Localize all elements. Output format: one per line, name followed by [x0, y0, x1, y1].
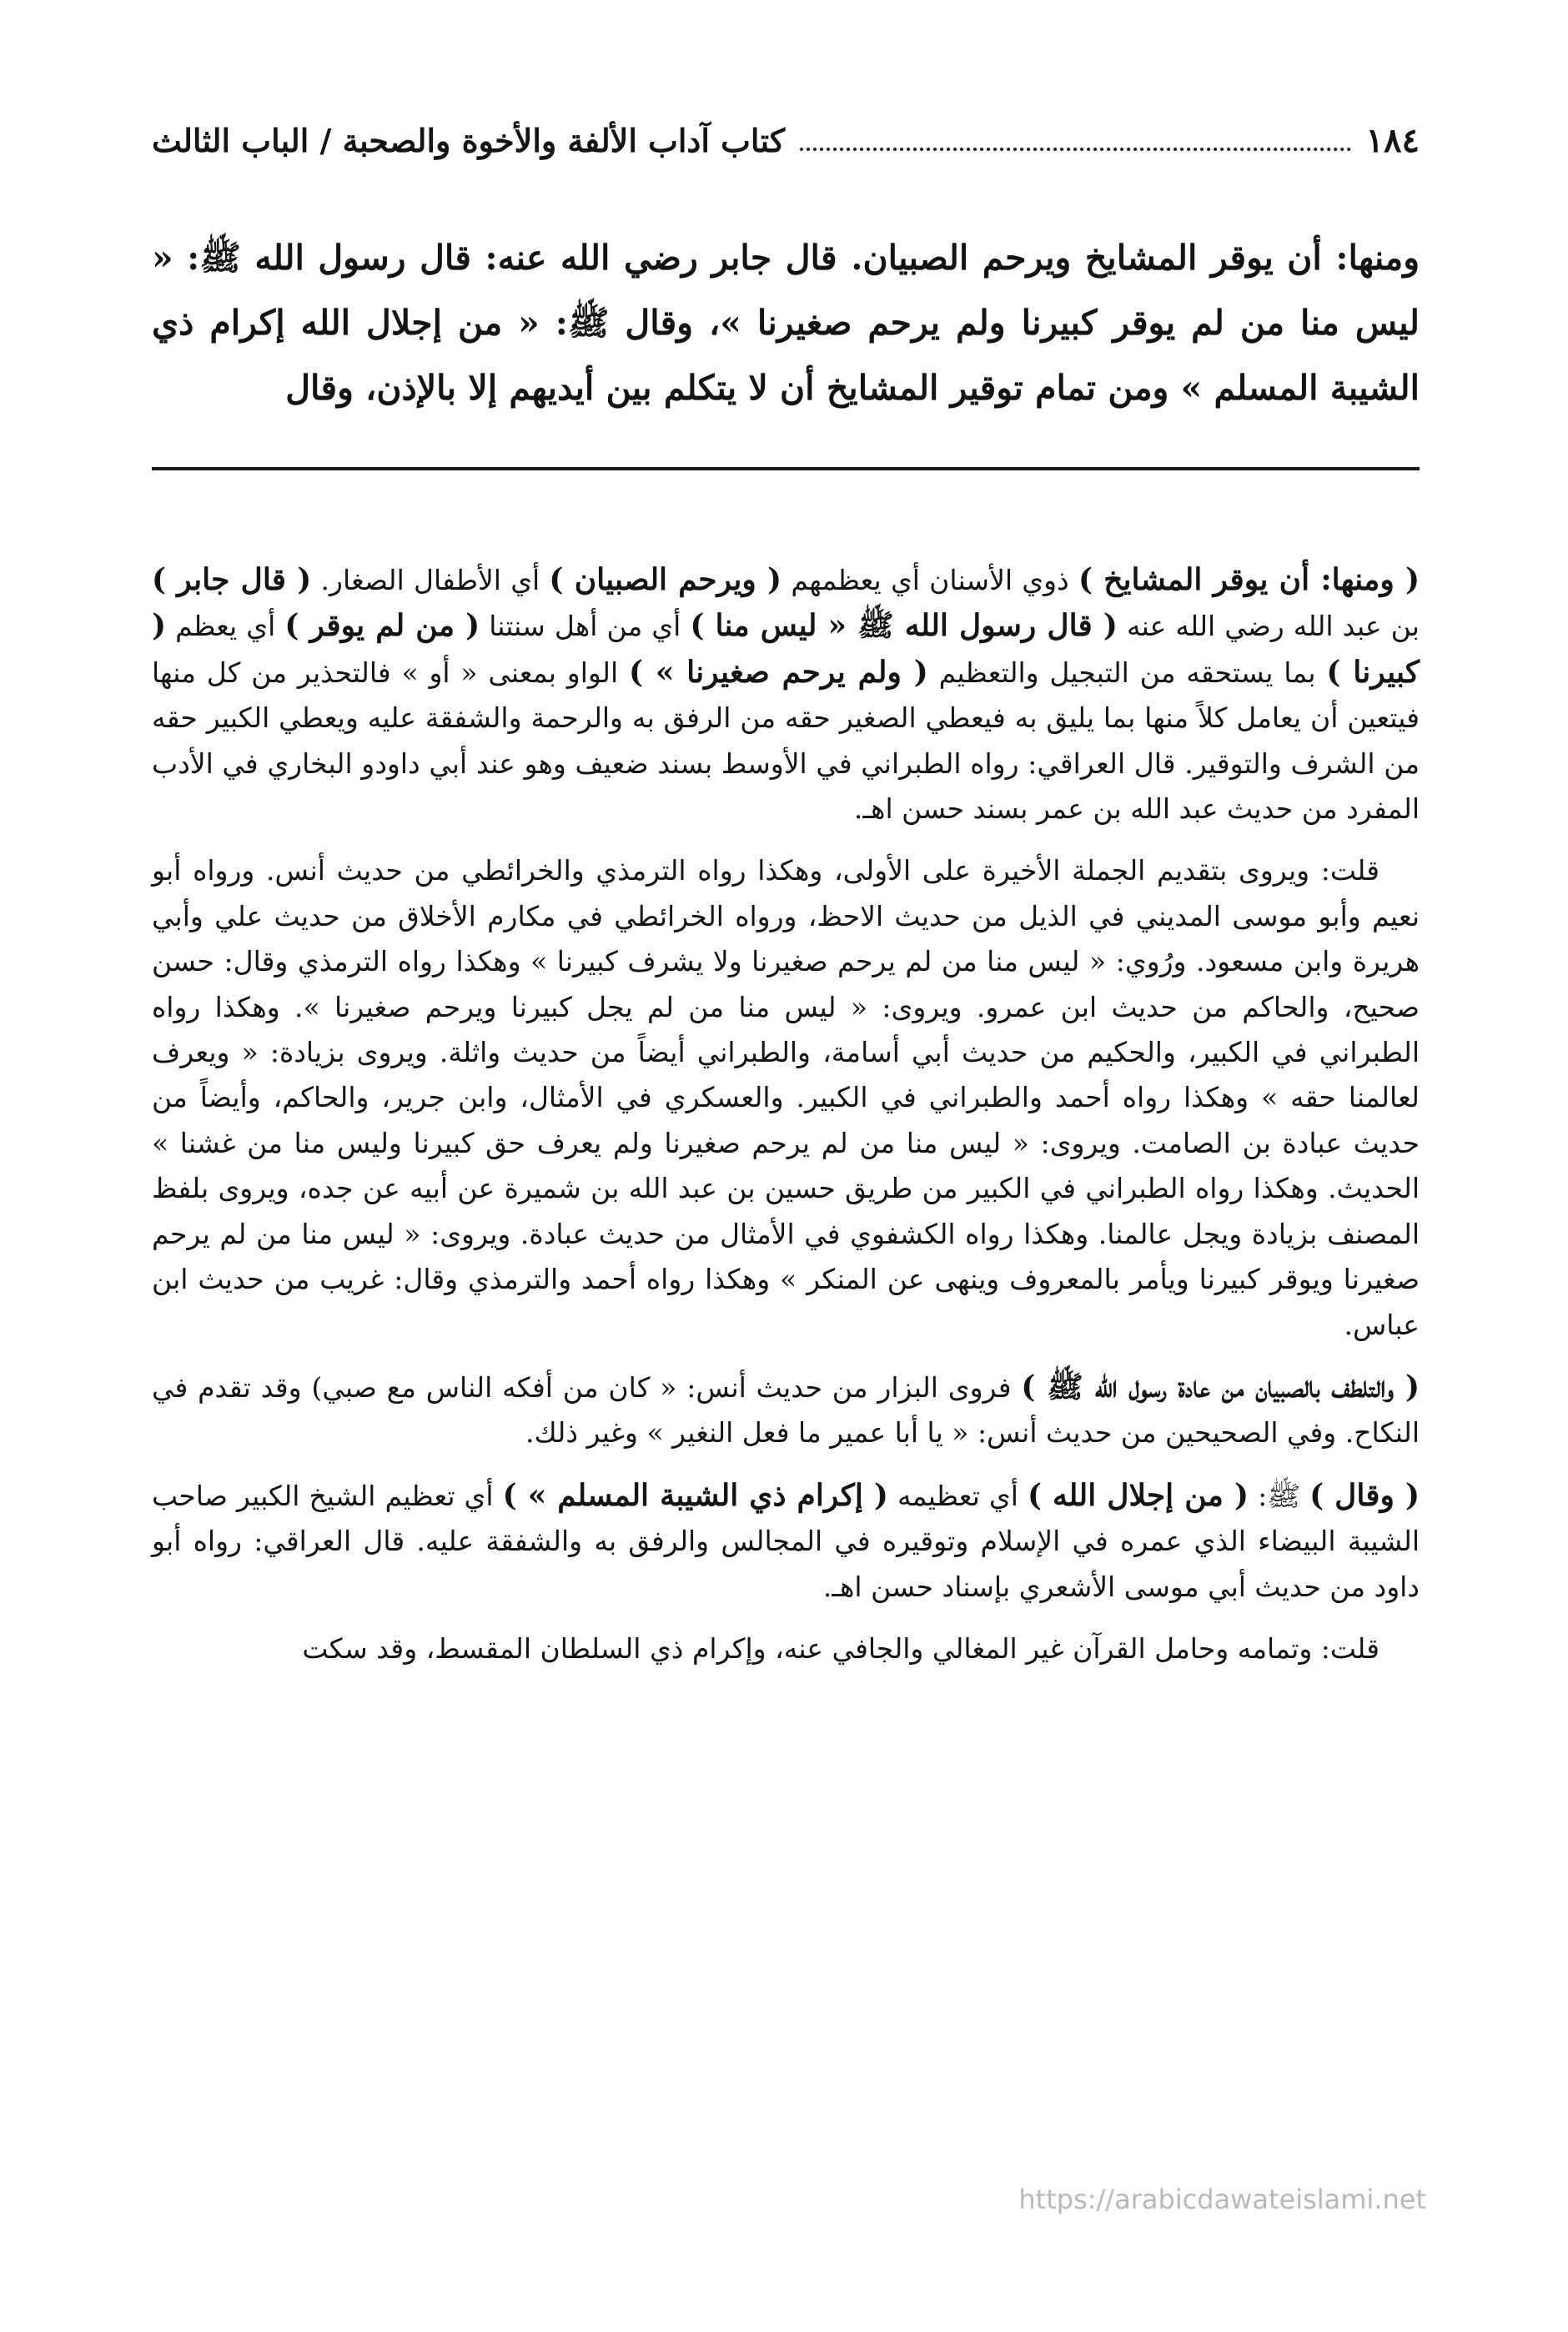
commentary-text: ذوي الأسنان أي يعظمهم [781, 564, 1078, 596]
commentary-paragraph-1 [152, 557, 1420, 832]
commentary-paragraph-2: قلت: ويروى بتقديم الجملة الأخيرة على الأولى، وهكذا رواه الترمذي والخرائطي من حديث أنس. ورواه أبو نعيم وأبو موسى المديني في الذيل من حديث الاحظ، ورواه الخرائطي في مكارم الأخلاق من حديث علي وأبي هريرة وابن مسعود. ورُوي: « ليس منا من لم يرحم صغيرنا ولا يشرف كبيرنا » وهكذا رواه الترمذي وقال: حسن صحيح، والحاكم من حديث ابن عمرو. ويروى: « ليس منا من لم يجل كبيرنا ويرحم صغيرنا ». وهكذا رواه الطبراني في الكبير، والحكيم من حديث أبي أسامة، والطبراني أيضاً من حديث واثلة. ويروى بزيادة: « ويعرف لعالمنا حقه » وهكذا رواه أحمد والطبراني في الكبير. والعسكري في الأمثال، وابن جرير، والحاكم، وأيضاً من حديث عبادة بن الصامت. ويروى: « ليس منا من لم يرحم صغيرنا ولم يعرف حق كبيرنا وليس منا من غشنا » الحديث. وهكذا رواه الطبراني في الكبير من طريق حسين بن عبد الله بن شميرة عن أبيه عن جده، ويروى بلفظ المصنف بزيادة ويجل عالمنا. وهكذا رواه الكشفوي في الأمثال من حديث عبادة. ويروى: « ليس منا من لم يرحم صغيرنا ويوقر كبيرنا ويأمر بالمعروف وينهى عن المنكر » وهكذا رواه أحمد والترمذي وقال: غريب من حديث ابن عباس. [152, 854, 1420, 1341]
quoted-phrase: ( قال جابر ) [152, 562, 312, 597]
commentary-text: الواو بمعنى « أو » فالتحذير من كل منها فيتعين أن يعامل كلاً منها بما يليق به فيعطي الصغير حقه من الرفق به والرحمة والشفقة عليه ويعطي الكبير حقه من الشرف والتوقير. قال العراقي: رواه الطبراني في الأوسط بسند ضعيف وهو عند أبي داودو البخاري في الأدب المفرد من حديث عبد الله بن عمر بسند حسن اهـ. [152, 656, 1420, 826]
page-number: ١٨٤ [1365, 120, 1420, 160]
quoted-phrase: ( والتلطف بالصبيان من عادة رسول الله ﷺ ) [1021, 1369, 1420, 1405]
commentary-text: أي الأطفال الصغار. [311, 564, 550, 596]
commentary-paragraph-4 [152, 1473, 1420, 1610]
quoted-phrase: ( من إجلال الله ) [1027, 1477, 1249, 1513]
quoted-phrase: ( وقال ) [1309, 1477, 1420, 1513]
quoted-phrase: ( من لم يوقر ) [284, 608, 480, 644]
quoted-phrase: ( كبيرنا ) [152, 608, 1420, 690]
main-text [152, 225, 1420, 420]
commentary-text: أي يعظم [166, 610, 285, 643]
commentary-text: أي تعظيم الشيخ الكبير صاحب الشيبة البيضاء الذي عمره في الإسلام وتوقيره في المجالس والرفق به والشفقة عليه. قال العراقي: رواه أبو داود من حديث أبي موسى الأشعري بإسناد حسن اهـ. [152, 1479, 1420, 1603]
running-title: كتاب آداب الألفة والأخوة والصحبة / الباب الثالث [152, 121, 786, 159]
commentary-text: ﷺ: [1249, 1479, 1310, 1512]
commentary [152, 557, 1420, 1688]
header-dot-leader [800, 129, 1350, 151]
quoted-phrase: ( إكرام ذي الشيبة المسلم » ) [502, 1477, 888, 1513]
page-header [152, 115, 1420, 165]
commentary-paragraph-5: قلت: وتمامه وحامل القرآن غير المغالي والجافي عنه، وإكرام ذي السلطان المقسط، وقد سكت [302, 1631, 1380, 1665]
quoted-phrase: ( ولم يرحم صغيرنا » ) [628, 654, 928, 690]
main-text-paragraph: ومنها: أن يوقر المشايخ ويرحم الصبيان. قال جابر رضي الله عنه: قال رسول الله ﷺ: « ليس منا من لم يوقر كبيرنا ولم يرحم صغيرنا »، وقال ﷺ: « من إجلال الله إكرام ذي الشيبة المسلم » ومن تمام توقير المشايخ أن لا يتكلم بين أيديهم إلا بالإذن، وقال [152, 238, 1420, 408]
commentary-text: أي من أهل سنتنا [480, 610, 691, 643]
separator-line [152, 467, 1420, 470]
quoted-phrase: ( قال رسول الله ﷺ « ليس منا ) [690, 608, 1118, 644]
quoted-phrase: ( ومنها: أن يوقر المشايخ ) [1078, 562, 1420, 597]
watermark-url: https://arabicdawateislami.net [1018, 2184, 1426, 2215]
commentary-text: بما يستحقه من التبجيل والتعظيم [927, 656, 1327, 689]
commentary-text: أي تعظيمه [887, 1479, 1028, 1512]
commentary-paragraph-3 [152, 1365, 1420, 1456]
commentary-text: بن عبد الله رضي الله عنه [1117, 610, 1420, 643]
quoted-phrase: ( ويرحم الصبيان ) [549, 562, 782, 597]
commentary-text: فروى البزار من حديث أنس: « كان من أفكه الناس مع صبي) وقد تقدم في النكاح. وفي الصحيحين من حديث أنس: « يا أبا عمير ما فعل النغير » وغير ذلك. [152, 1370, 1420, 1450]
